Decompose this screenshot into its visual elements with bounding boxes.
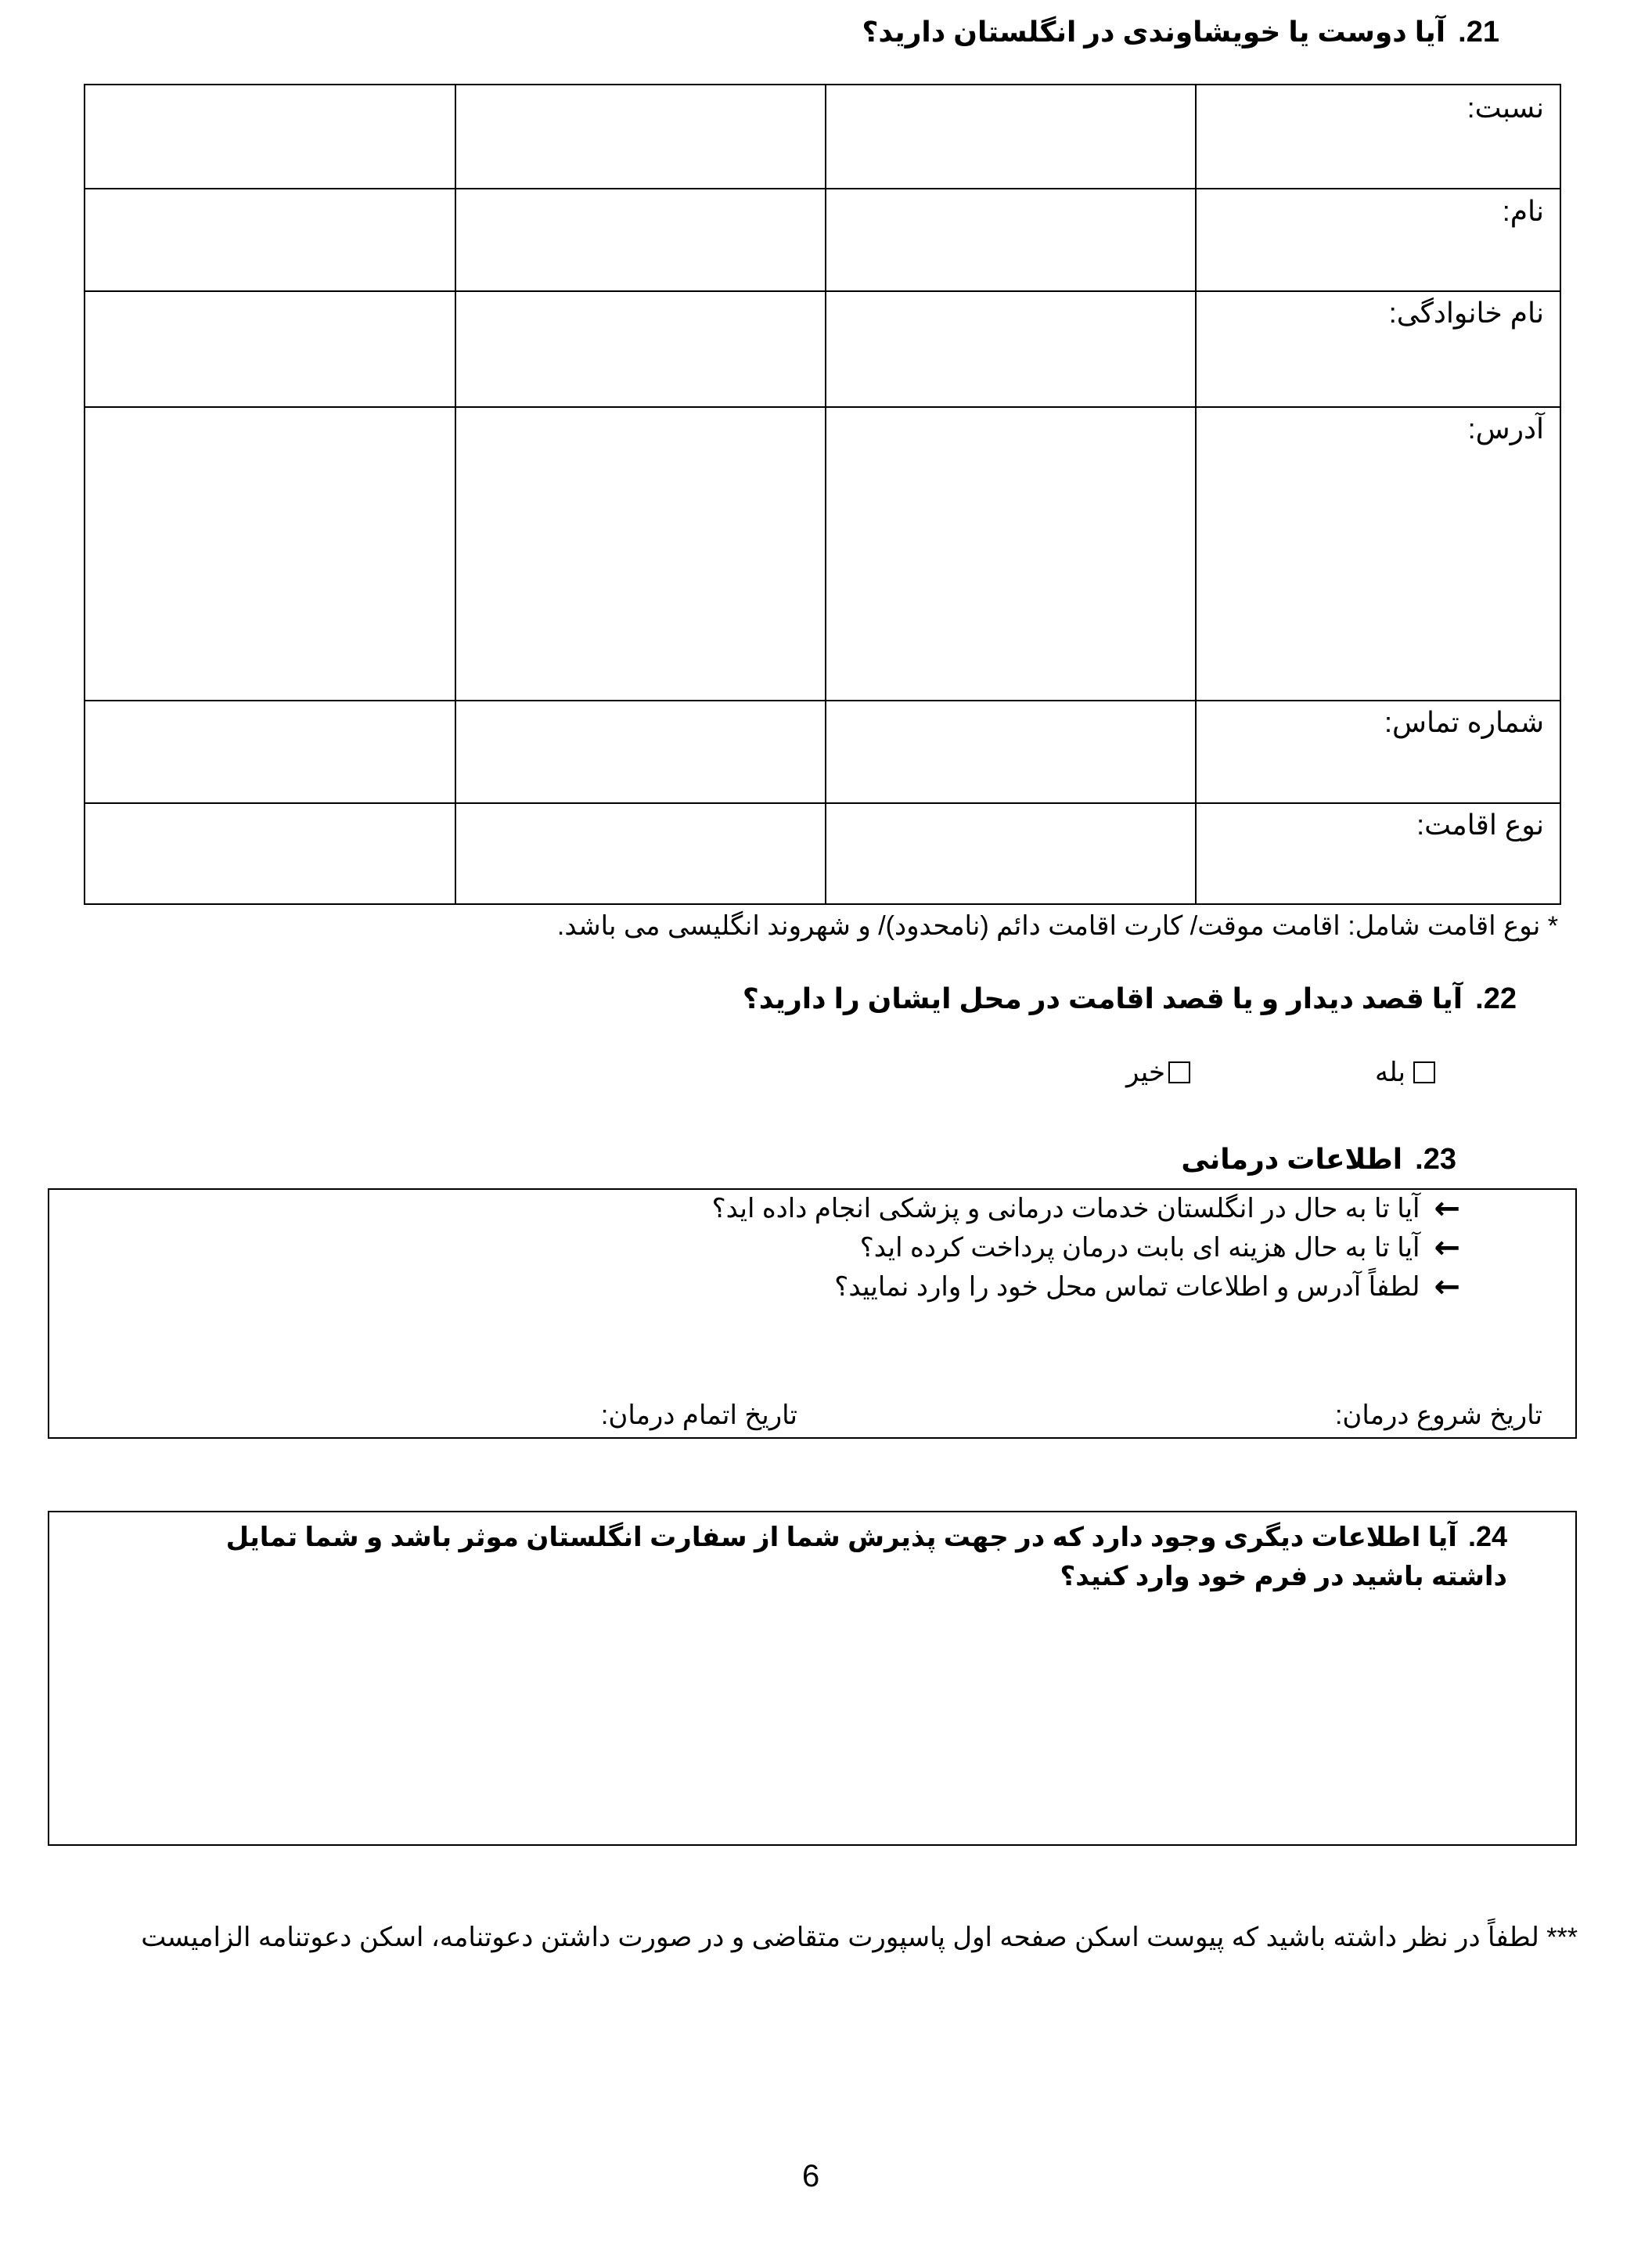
list-item [859,1230,1460,1266]
q22-heading [743,982,1517,1016]
yes-label: بله [1375,1058,1405,1087]
relatives-table [84,84,1561,905]
page-number: 6 [802,2159,820,2193]
q22-number: 22. [1475,982,1517,1015]
row-label-phone: شماره تماس: [1384,706,1544,738]
yes-checkbox[interactable] [1413,1061,1435,1083]
q24-question [173,1517,1507,1596]
treatment-end-date-label: تاریخ اتمام درمان: [600,1400,797,1430]
residence-footnote: * نوع اقامت شامل: اقامت موقت/ کارت اقامت دائم (نامحدود)/ و شهروند انگلیسی می باشد. [556,911,1558,941]
arrow-left-icon: ← [1434,1230,1460,1266]
arrow-left-icon: ← [1434,1191,1460,1227]
row-label-address: آدرس: [1467,413,1544,445]
row-label-first-name: نام: [1502,195,1544,227]
q24-number: 24. [1467,1520,1507,1552]
row-label-last-name: نام خانوادگی: [1388,297,1544,329]
q23-title: اطلاعات درمانی [1181,1143,1403,1175]
table-column-divider [1195,85,1197,903]
table-row-divider [85,406,1560,408]
no-option[interactable] [1126,1057,1190,1088]
yes-option[interactable] [1375,1057,1435,1088]
medical-question-3: لطفاً آدرس و اطلاعات تماس محل خود را وارد نمایید؟ [834,1272,1420,1302]
arrow-left-icon: ← [1434,1269,1460,1305]
medical-question-1: آیا تا به حال در انگلستان خدمات درمانی و پزشکی انجام داده اید؟ [711,1194,1420,1224]
q24-title: آیا اطلاعات دیگری وجود دارد که در جهت پذیرش شما از سفارت انگلستان موثر باشد و شما تمایل داشته باشید در فرم خود وارد کنید؟ [225,1523,1507,1591]
q21-number: 21. [1458,16,1499,49]
treatment-start-date-label: تاریخ شروع درمان: [1334,1400,1542,1430]
no-label: خیر [1125,1058,1165,1087]
q23-heading [1181,1143,1456,1177]
table-column-divider [455,85,456,903]
q21-heading [862,16,1500,49]
table-row-divider [85,188,1560,189]
q23-number: 23. [1415,1143,1456,1176]
q21-title: آیا دوست یا خویشاوندی در انگلستان دارید؟ [862,16,1446,48]
q22-title: آیا قصد دیدار و یا قصد اقامت در محل ایشان را دارید؟ [742,982,1463,1014]
row-label-residence-type: نوع اقامت: [1416,809,1544,841]
table-row-divider [85,290,1560,292]
medical-question-2: آیا تا به حال هزینه ای بابت درمان پرداخت کرده اید؟ [859,1233,1420,1263]
table-row-divider [85,802,1560,804]
list-item [834,1271,1460,1303]
attachment-note: *** لطفاً در نظر داشته باشید که پیوست اسکن صفحه اول پاسپورت متقاضی و در صورت داشتن دعوتنامه، اسکن دعوتنامه الزامیست [141,1923,1578,1952]
table-row-divider [85,700,1560,701]
no-checkbox[interactable] [1168,1061,1190,1083]
table-column-divider [825,85,826,903]
list-item [711,1191,1460,1227]
row-label-relation: نسبت: [1467,92,1544,124]
